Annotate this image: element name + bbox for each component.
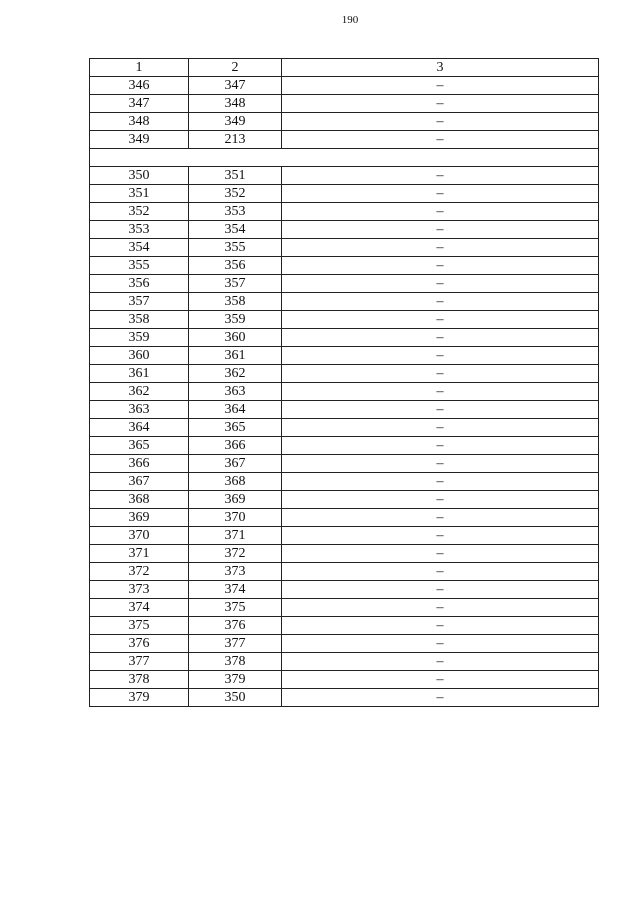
table-cell-col-3: – [282, 185, 599, 203]
table-body [90, 59, 599, 707]
table-cell-col-2: 368 [189, 473, 282, 491]
table-row [90, 221, 599, 239]
table-cell-col-1: 361 [90, 365, 189, 383]
table-cell-col-3: – [282, 77, 599, 95]
table-cell-col-1: 349 [90, 131, 189, 149]
table-cell-col-3: – [282, 419, 599, 437]
table-cell-col-3: – [282, 131, 599, 149]
table-cell-col-3: – [282, 383, 599, 401]
table-cell-col-1: 354 [90, 239, 189, 257]
table-cell-col-3: – [282, 293, 599, 311]
table-cell-col-1: 352 [90, 203, 189, 221]
table-row [90, 293, 599, 311]
table-row [90, 437, 599, 455]
table-cell-col-1: 366 [90, 455, 189, 473]
table-cell-col-1: 374 [90, 599, 189, 617]
table-row [90, 167, 599, 185]
table-cell-col-3: – [282, 671, 599, 689]
table-cell-col-3: – [282, 545, 599, 563]
table-row [90, 275, 599, 293]
table-cell-col-2: 347 [189, 77, 282, 95]
table-cell-col-2: 358 [189, 293, 282, 311]
section-divider-cell [90, 149, 599, 167]
table-cell-col-1: 369 [90, 509, 189, 527]
table-cell-col-1: 362 [90, 383, 189, 401]
table-row [90, 545, 599, 563]
table-cell-col-1: 373 [90, 581, 189, 599]
table-cell-col-3: – [282, 239, 599, 257]
table-cell-col-3: – [282, 653, 599, 671]
table-cell-col-2: 353 [189, 203, 282, 221]
table-cell-col-2: 366 [189, 437, 282, 455]
table-row [90, 347, 599, 365]
table-cell-col-2: 379 [189, 671, 282, 689]
table-cell-col-2: 355 [189, 239, 282, 257]
table-cell-col-2: 369 [189, 491, 282, 509]
table-cell-col-3: – [282, 221, 599, 239]
table-row [90, 257, 599, 275]
table-cell-col-1: 358 [90, 311, 189, 329]
table-cell-col-2: 377 [189, 635, 282, 653]
table-cell-col-2: 371 [189, 527, 282, 545]
table-cell-col-3: – [282, 203, 599, 221]
table-row [90, 617, 599, 635]
table-row [90, 239, 599, 257]
page-number: 190 [341, 14, 359, 26]
table-section-divider-row [90, 149, 599, 167]
table-cell-col-2: 361 [189, 347, 282, 365]
data-table [89, 58, 599, 707]
table-row [90, 527, 599, 545]
table-cell-col-2: 370 [189, 509, 282, 527]
table-row [90, 689, 599, 707]
table-row [90, 185, 599, 203]
table-row [90, 599, 599, 617]
table-row [90, 77, 599, 95]
table-cell-col-1: 370 [90, 527, 189, 545]
table-cell-col-2: 348 [189, 95, 282, 113]
table-cell-col-3: – [282, 365, 599, 383]
table-cell-col-2: 373 [189, 563, 282, 581]
table-cell-col-2: 213 [189, 131, 282, 149]
table-cell-col-2: 362 [189, 365, 282, 383]
table-cell-col-2: 354 [189, 221, 282, 239]
table-cell-col-1: 364 [90, 419, 189, 437]
table-row [90, 311, 599, 329]
table-cell-col-2: 378 [189, 653, 282, 671]
column-header-1: 1 [90, 59, 189, 77]
table-cell-col-1: 359 [90, 329, 189, 347]
table-row [90, 581, 599, 599]
table-row [90, 653, 599, 671]
table-row [90, 455, 599, 473]
table-cell-col-1: 353 [90, 221, 189, 239]
table-row [90, 365, 599, 383]
table-cell-col-1: 348 [90, 113, 189, 131]
table-cell-col-1: 365 [90, 437, 189, 455]
table-cell-col-1: 360 [90, 347, 189, 365]
table-cell-col-2: 357 [189, 275, 282, 293]
table-row [90, 671, 599, 689]
table-cell-col-3: – [282, 113, 599, 131]
table-cell-col-1: 377 [90, 653, 189, 671]
table-cell-col-2: 372 [189, 545, 282, 563]
table-cell-col-1: 363 [90, 401, 189, 419]
table-cell-col-3: – [282, 509, 599, 527]
table-cell-col-3: – [282, 473, 599, 491]
table-cell-col-1: 376 [90, 635, 189, 653]
table-cell-col-2: 375 [189, 599, 282, 617]
table-cell-col-1: 346 [90, 77, 189, 95]
table-cell-col-2: 374 [189, 581, 282, 599]
table-cell-col-3: – [282, 437, 599, 455]
table-row [90, 563, 599, 581]
table-cell-col-2: 356 [189, 257, 282, 275]
table-cell-col-1: 372 [90, 563, 189, 581]
table-cell-col-3: – [282, 617, 599, 635]
table-cell-col-1: 356 [90, 275, 189, 293]
table-row [90, 509, 599, 527]
table-cell-col-2: 363 [189, 383, 282, 401]
table-cell-col-1: 379 [90, 689, 189, 707]
table-cell-col-3: – [282, 167, 599, 185]
table-cell-col-2: 365 [189, 419, 282, 437]
table-cell-col-1: 371 [90, 545, 189, 563]
table-row [90, 95, 599, 113]
table-row [90, 329, 599, 347]
table-cell-col-3: – [282, 455, 599, 473]
table-cell-col-3: – [282, 95, 599, 113]
column-header-2: 2 [189, 59, 282, 77]
table-cell-col-2: 364 [189, 401, 282, 419]
table-cell-col-3: – [282, 401, 599, 419]
table-cell-col-3: – [282, 563, 599, 581]
table-cell-col-1: 351 [90, 185, 189, 203]
table-row [90, 203, 599, 221]
table-cell-col-1: 347 [90, 95, 189, 113]
table-cell-col-1: 350 [90, 167, 189, 185]
table-cell-col-3: – [282, 527, 599, 545]
table-cell-col-1: 355 [90, 257, 189, 275]
table-cell-col-3: – [282, 689, 599, 707]
table-row [90, 401, 599, 419]
table-cell-col-1: 378 [90, 671, 189, 689]
table-cell-col-2: 352 [189, 185, 282, 203]
table-row [90, 419, 599, 437]
table-cell-col-2: 376 [189, 617, 282, 635]
table-cell-col-2: 367 [189, 455, 282, 473]
table-row [90, 113, 599, 131]
table-cell-col-1: 367 [90, 473, 189, 491]
table-row [90, 473, 599, 491]
table-cell-col-3: – [282, 347, 599, 365]
table-cell-col-3: – [282, 275, 599, 293]
column-header-3: 3 [282, 59, 599, 77]
table-cell-col-1: 357 [90, 293, 189, 311]
table-row [90, 383, 599, 401]
table-cell-col-1: 368 [90, 491, 189, 509]
table-cell-col-2: 351 [189, 167, 282, 185]
table-row [90, 131, 599, 149]
table-cell-col-2: 349 [189, 113, 282, 131]
table-cell-col-2: 360 [189, 329, 282, 347]
table-cell-col-3: – [282, 599, 599, 617]
table-cell-col-3: – [282, 491, 599, 509]
table-cell-col-3: – [282, 581, 599, 599]
table-cell-col-3: – [282, 257, 599, 275]
table-row [90, 635, 599, 653]
table-cell-col-3: – [282, 635, 599, 653]
table-cell-col-2: 350 [189, 689, 282, 707]
table-header-row [90, 59, 599, 77]
table-cell-col-1: 375 [90, 617, 189, 635]
table-cell-col-3: – [282, 329, 599, 347]
table-cell-col-2: 359 [189, 311, 282, 329]
table-cell-col-3: – [282, 311, 599, 329]
table-row [90, 491, 599, 509]
